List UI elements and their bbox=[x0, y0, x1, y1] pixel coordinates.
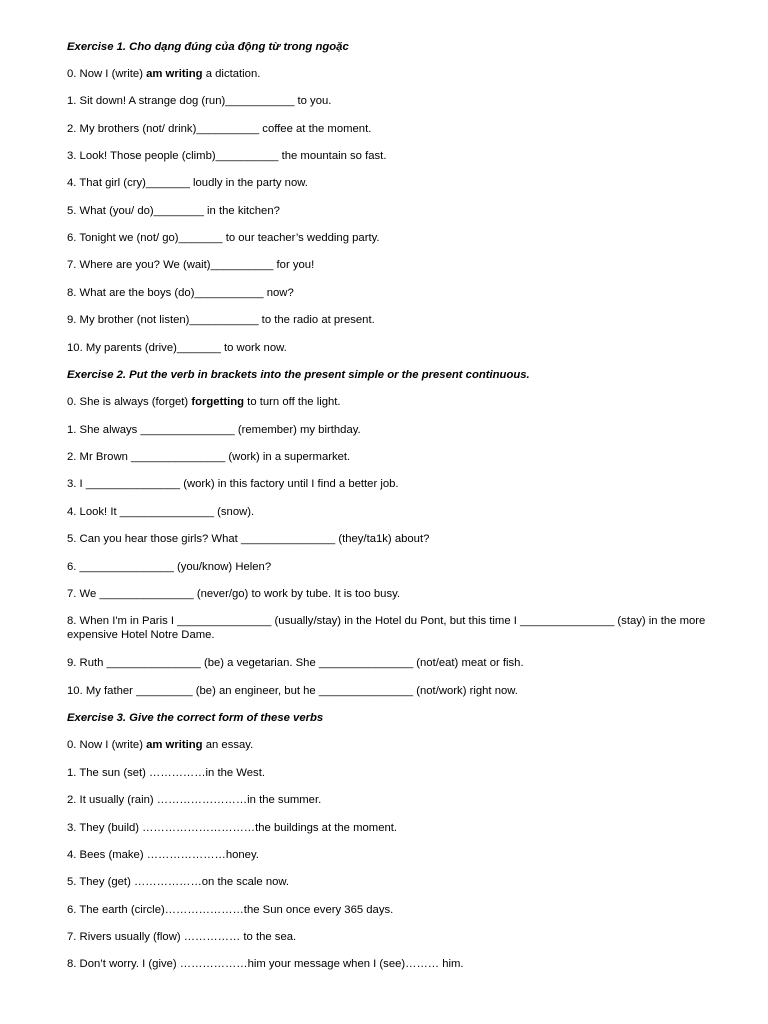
exercise-1-item: 5. What (you/ do)________ in the kitchen? bbox=[67, 205, 280, 217]
exercise-3-item: 1. The sun (set) ……………in the West. bbox=[67, 767, 265, 779]
exercise-3-item: 2. It usually (rain) ……………………in the summer. bbox=[67, 794, 322, 806]
exercise-2-example bbox=[67, 395, 738, 409]
example-answer: am writing bbox=[146, 68, 203, 80]
exercise-1-item: 6. Tonight we (not/ go)_______ to our teacher’s wedding party. bbox=[67, 232, 380, 244]
example-suffix: a dictation. bbox=[202, 68, 261, 80]
exercise-2-item: 3. I _______________ (work) in this factory until I find a better job. bbox=[67, 478, 399, 490]
exercise-3-item: 3. They (build) …………………………the buildings at the moment. bbox=[67, 822, 398, 834]
exercise-2-item: 2. Mr Brown _______________ (work) in a supermarket. bbox=[67, 451, 351, 463]
exercise-1-item: 10. My parents (drive)_______ to work now. bbox=[67, 342, 287, 354]
exercise-3-title: Exercise 3. Give the correct form of these verbs bbox=[67, 712, 324, 724]
exercise-2-item: 4. Look! It _______________ (snow). bbox=[67, 506, 255, 518]
exercise-2-item: 8. When I'm in Paris I _______________ (usually/stay) in the Hotel du Pont, but this time I _______________ (stay) in the more expensive Hotel Notre Dame. bbox=[67, 615, 709, 641]
exercise-1-item: 9. My brother (not listen)___________ to the radio at present. bbox=[67, 314, 375, 326]
exercise-1-item: 2. My brothers (not/ drink)__________ coffee at the moment. bbox=[67, 123, 372, 135]
exercise-2-item: 7. We _______________ (never/go) to work by tube. It is too busy. bbox=[67, 588, 401, 600]
exercise-1-example bbox=[67, 67, 738, 81]
exercise-3-item: 8. Don’t worry. I (give) ………………him your message when I (see)……… him. bbox=[67, 958, 464, 970]
exercise-3-example bbox=[67, 738, 738, 752]
exercise-2-item: 1. She always _______________ (remember) my birthday. bbox=[67, 424, 361, 436]
example-answer: forgetting bbox=[191, 396, 245, 408]
example-suffix: to turn off the light. bbox=[244, 396, 341, 408]
exercise-1-title: Exercise 1. Cho dạng đúng của động từ trong ngoặc bbox=[67, 41, 349, 53]
example-prefix: 0. Now I (write) bbox=[67, 68, 147, 80]
exercise-3-item: 7. Rivers usually (flow) …………… to the sea. bbox=[67, 931, 297, 943]
example-answer: am writing bbox=[146, 739, 203, 751]
exercise-3-item: 6. The earth (circle)…………………the Sun once every 365 days. bbox=[67, 904, 394, 916]
example-suffix: an essay. bbox=[202, 739, 254, 751]
exercise-2-item: 10. My father _________ (be) an engineer, but he _______________ (not/work) right now. bbox=[67, 685, 518, 697]
exercise-3-item: 5. They (get) ………………on the scale now. bbox=[67, 876, 290, 888]
exercise-1-item: 4. That girl (cry)_______ loudly in the party now. bbox=[67, 177, 308, 189]
exercise-1-item: 8. What are the boys (do)___________ now? bbox=[67, 287, 294, 299]
exercise-1-item: 7. Where are you? We (wait)__________ for you! bbox=[67, 259, 315, 271]
example-prefix: 0. Now I (write) bbox=[67, 739, 147, 751]
exercise-2-item: 6. _______________ (you/know) Helen? bbox=[67, 561, 272, 573]
example-prefix: 0. She is always (forget) bbox=[67, 396, 192, 408]
exercise-2-item: 5. Can you hear those girls? What _______________ (they/ta1k) about? bbox=[67, 533, 430, 545]
exercise-3-item: 4. Bees (make) …………………honey. bbox=[67, 849, 259, 861]
exercise-2-title: Exercise 2. Put the verb in brackets into the present simple or the present continuous. bbox=[67, 369, 530, 381]
exercise-2-item: 9. Ruth _______________ (be) a vegetarian. She _______________ (not/eat) meat or fish. bbox=[67, 657, 524, 669]
exercise-1-item: 3. Look! Those people (climb)__________ the mountain so fast. bbox=[67, 150, 387, 162]
exercise-1-item: 1. Sit down! A strange dog (run)___________ to you. bbox=[67, 95, 332, 107]
